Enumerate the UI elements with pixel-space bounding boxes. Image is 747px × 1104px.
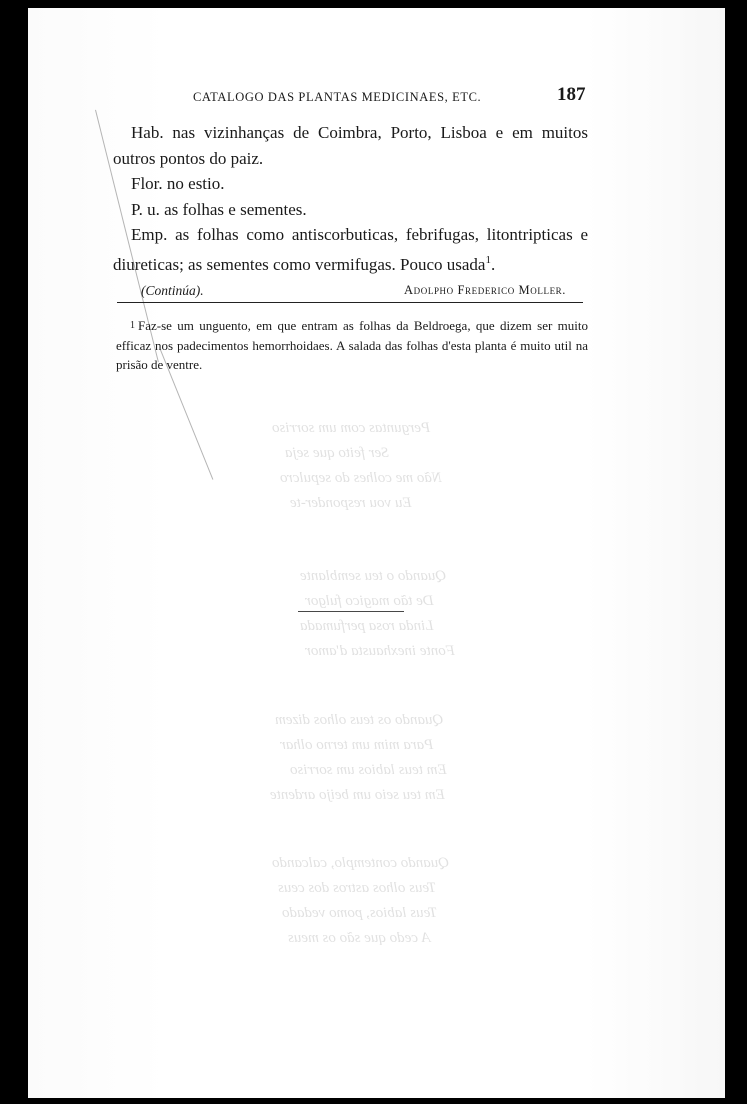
footnote-text: Faz-se um unguento, em que entram as folhas da Beldroega, que dizem ser muito efficaz nos padecimentos hemorrhoidaes. A salada das folhas d'esta planta é muito util na prisão de ventre.: [116, 318, 588, 372]
scan-border-top: [0, 0, 747, 8]
running-head-title: CATALOGO DAS PLANTAS MEDICINAES, ETC.: [193, 90, 482, 104]
scan-border-left: [0, 0, 28, 1104]
author-name: Adolpho Frederico Moller.: [404, 283, 566, 297]
scan-border-bottom: [0, 1098, 747, 1104]
paragraph-flowering: Flor. no estio.: [131, 174, 225, 193]
paragraph-habitat: Hab. nas vizinhanças de Coimbra, Porto, Lisboa e em muitos outros pontos do paiz.: [113, 123, 588, 168]
footnote-marker: 1: [130, 320, 135, 331]
paragraph-parts-used: P. u. as folhas e sementes.: [131, 199, 307, 219]
signature-line: [113, 278, 588, 304]
continued-label: (Continúa).: [141, 283, 204, 298]
page-number: 187: [557, 84, 586, 105]
paragraph-uses-text: Emp. as folhas como antiscorbuticas, febrifugas, litontripticas e diureticas; as sementes como vermifugas. Pouco usada: [113, 225, 588, 274]
bleed-through-layer: Perguntas com um sorriso Ser feito que seja Não me colhes do sepulcro Eu vou responder-te Quando o teu semblante De tão magico fulgor Linda rosa perfumada Fonte inexhausta d'amor Quando os teus olhos dizem Para mim um terno olhar Em teus labios um sorriso Em teu seio um beijo ardente Quando contemplo, calcando Teus olhos astros dos ceus Teus labios, pomo vedado A cedo que são os meus: [0, 0, 747, 1104]
body-text: [113, 120, 588, 304]
footnote: [116, 316, 588, 375]
paragraph-uses: Emp. as folhas como antiscorbuticas, febrifugas, litontripticas e diureticas; as sementes como vermifugas. Pouco usada$^1$.: [113, 225, 588, 274]
scan-border-right: [725, 0, 747, 1104]
footnote-reference[interactable]: 1: [485, 253, 491, 266]
footnote-divider: [117, 302, 583, 303]
